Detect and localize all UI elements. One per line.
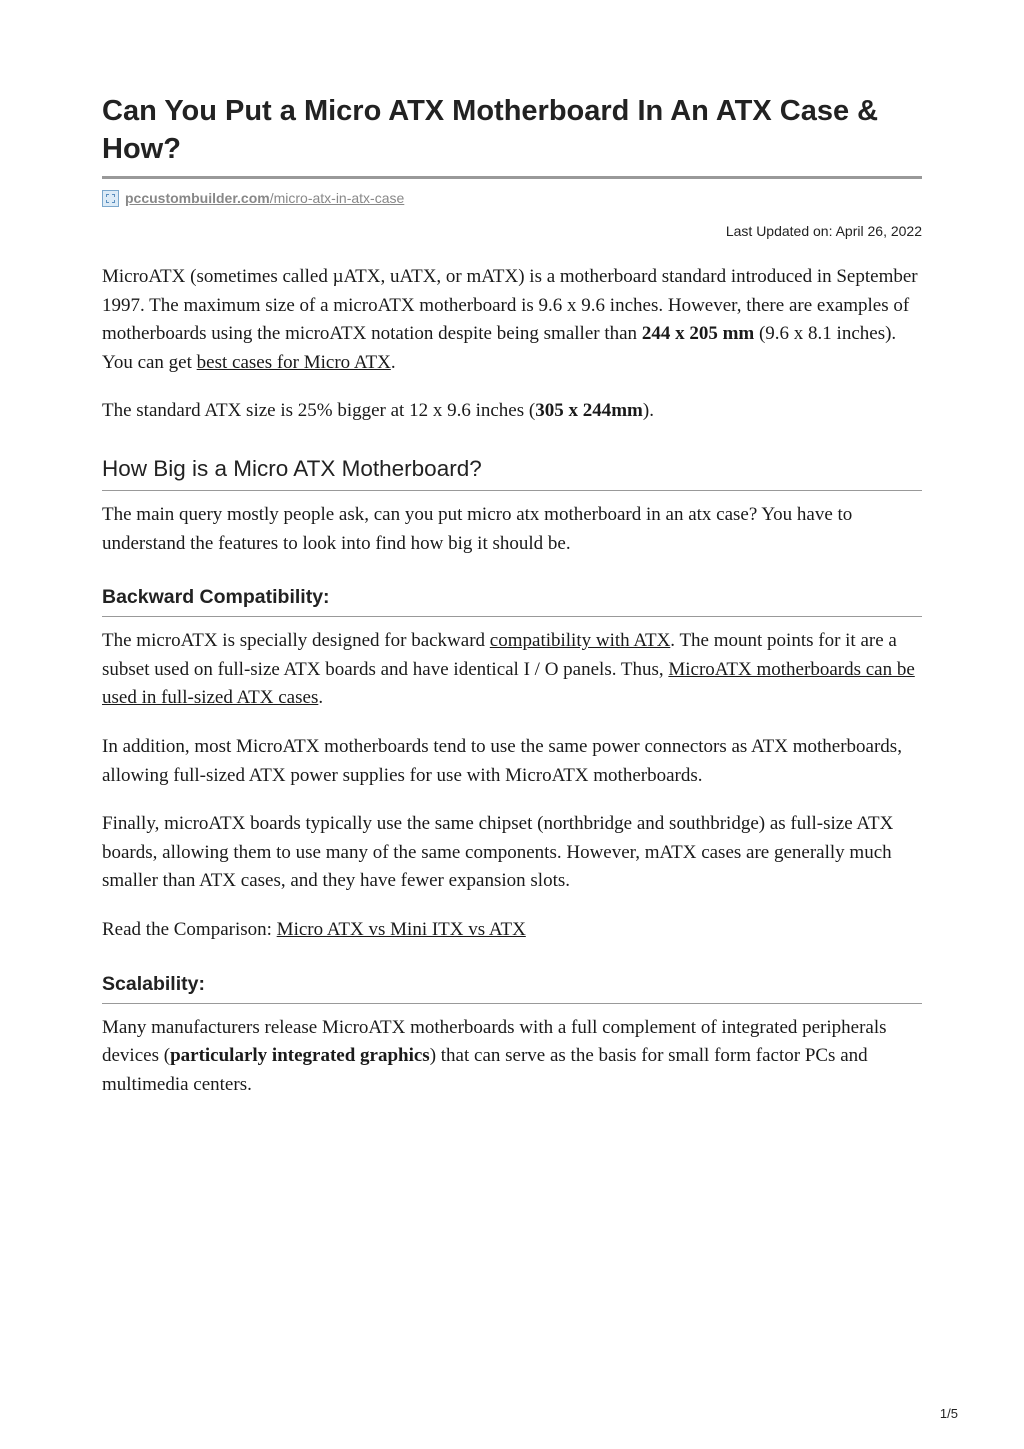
atx-cases-link[interactable]: MicroATX motherboards can be used in full-sized ATX cases [102,658,915,709]
comparison-link[interactable]: Micro ATX vs Mini ITX vs ATX [276,918,526,940]
intro-p2-end: ). [642,400,654,422]
backward-p1-mid: . The mount points for it are a subset used on full-size ATX boards and have identical I / O panels. Thus, [102,630,897,680]
backward-p1-end: . [318,687,324,709]
intro-p1-text: MicroATX (sometimes called µATX, uATX, or mATX) is a motherboard standard introduced in September 1997. The maximum size of a microATX motherboard is 9.6 x 9.6 inches. However, there are examples of motherboards using the microATX notation despite being smaller than [102,266,918,345]
intro-paragraph-2 [102,397,922,426]
backward-p1-text: The microATX is specially designed for backward [102,630,490,652]
scalability-p1-bold: particularly integrated graphics [170,1045,430,1067]
intro-paragraph-1 [102,263,922,377]
intro-p1-bold: 244 x 205 mm [641,323,755,345]
backward-paragraph-2: In addition, most MicroATX motherboards tend to use the same power connectors as ATX motherboards, allowing full-sized ATX power supplies for use with MicroATX motherboards. [102,735,902,786]
scalability-paragraph-1 [102,1014,922,1100]
source-domain: pccustombuilder.com [125,190,270,206]
size-paragraph-1: The main query mostly people ask, can you put micro atx motherboard in an atx case? You have to understand the features to look into find how big it should be. [102,503,853,554]
comparison-text: Read the Comparison: [102,918,277,940]
heading-backward-compatibility: Backward Compatibility: [102,584,922,617]
scalability-p1-text: Many manufacturers release MicroATX motherboards with a full complement of integrated peripherals devices ( [102,1016,887,1067]
source-link-row [102,189,922,207]
article [102,92,922,1099]
source-link[interactable] [125,190,404,206]
best-cases-link[interactable]: best cases for Micro ATX [196,351,391,373]
page-number: 1/5 [939,1406,958,1421]
intro-p1-end: . [390,351,396,373]
backward-paragraph-1 [102,627,922,713]
backward-paragraph-3: Finally, microATX boards typically use the same chipset (northbridge and southbridge) as full-size ATX boards, allowing them to use many of the same components. However, mATX cases are generally much smaller than ATX cases, and they have fewer expansion slots. [102,813,894,892]
compatibility-link[interactable]: compatibility with ATX [489,630,671,652]
site-favicon-icon [102,190,119,207]
comparison-paragraph [102,916,922,945]
heading-size: How Big is a Micro ATX Motherboard? [102,454,922,491]
heading-scalability: Scalability: [102,971,922,1004]
intro-p1-after: (9.6 x 8.1 inches). You can get [102,323,897,373]
intro-p2-bold: 305 x 244mm [535,400,643,422]
scalability-p1-end: ) that can serve as the basis for small form factor PCs and multimedia centers. [102,1045,868,1095]
intro-p2-text: The standard ATX size is 25% bigger at 12 x 9.6 inches ( [102,400,536,422]
source-path: /micro-atx-in-atx-case [269,190,405,206]
last-updated: Last Updated on: April 26, 2022 [725,223,922,239]
page-title: Can You Put a Micro ATX Motherboard In An ATX Case & How? [102,92,922,179]
